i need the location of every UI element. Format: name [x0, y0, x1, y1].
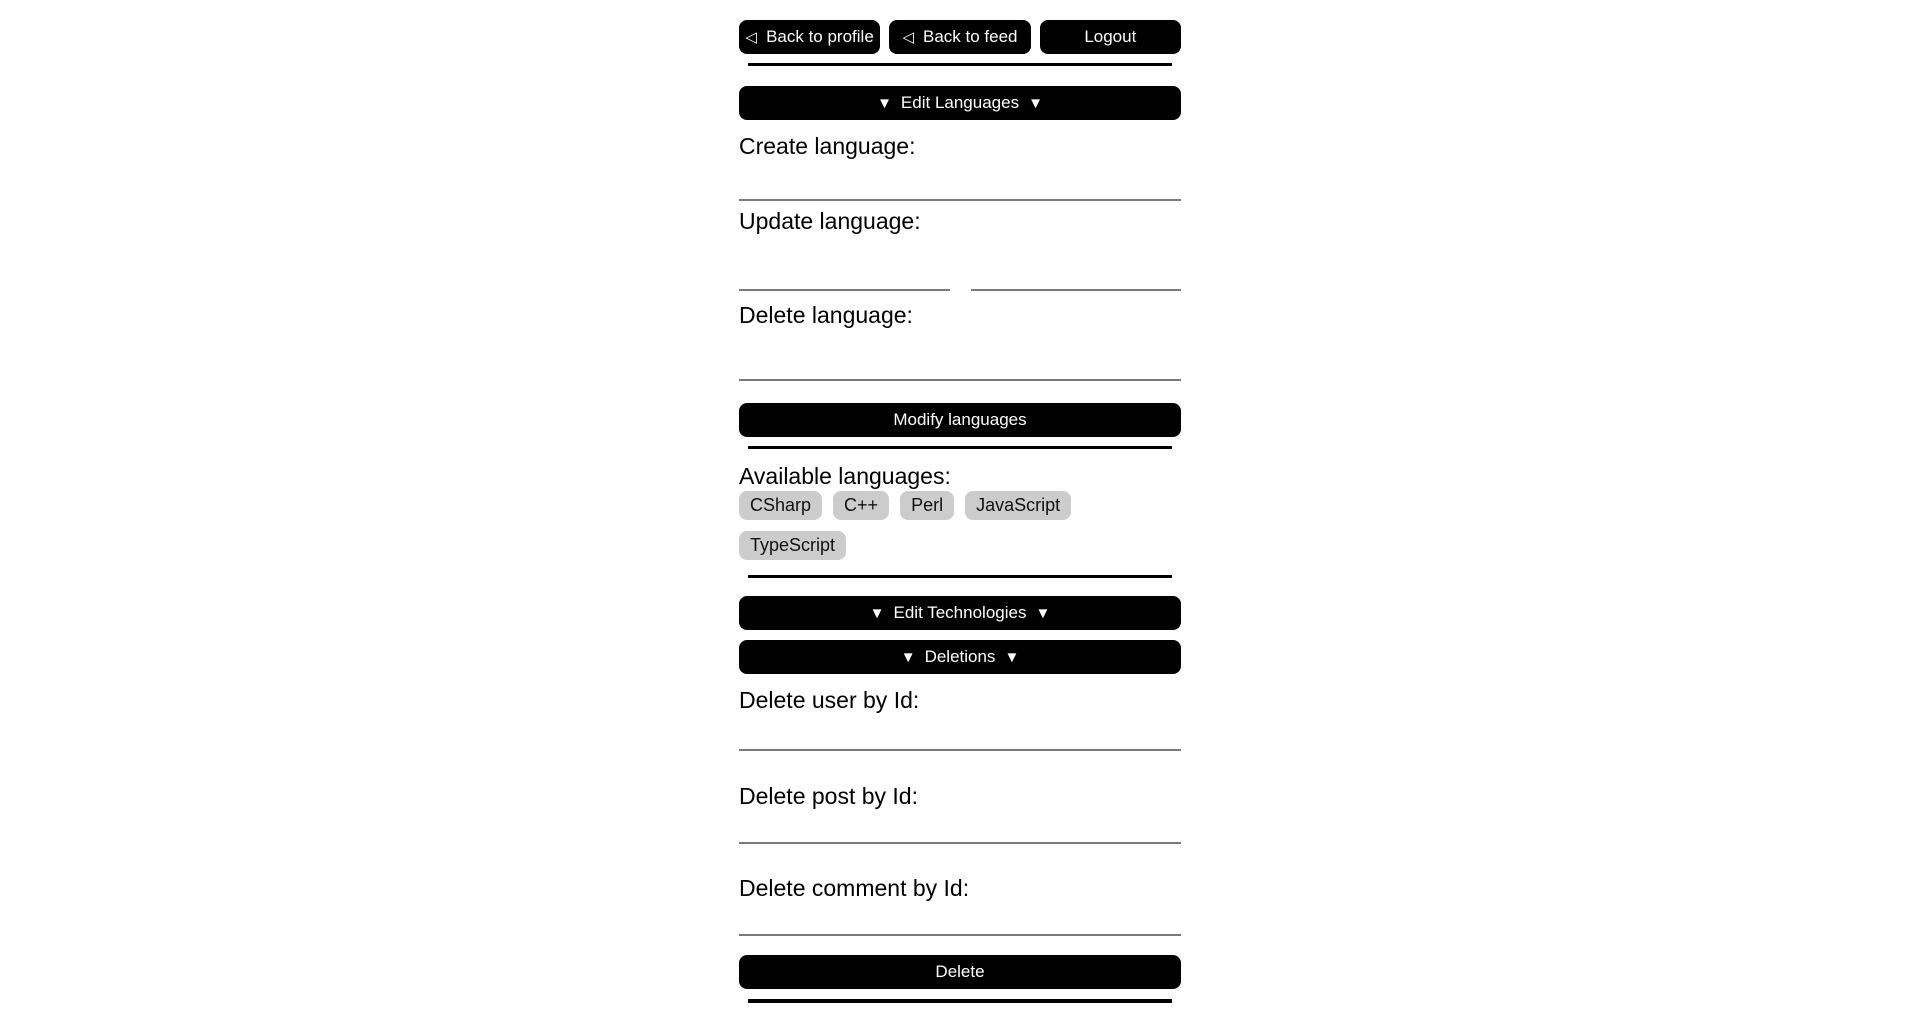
deletions-toggle[interactable] [739, 640, 1181, 674]
back-arrow-icon: ◁ [902, 28, 914, 46]
modify-languages-label: Modify languages [893, 410, 1027, 429]
section-divider [748, 575, 1172, 578]
update-language-row [739, 235, 1181, 291]
delete-comment-label: Delete comment by Id: [739, 875, 970, 901]
delete-comment-input[interactable] [739, 902, 1181, 936]
chevron-down-icon: ▼ [869, 604, 885, 622]
back-arrow-icon: ◁ [745, 28, 758, 46]
chevron-down-icon: ▼ [1004, 648, 1020, 666]
update-language-old-input[interactable] [739, 235, 950, 291]
update-language-label: Update language: [739, 208, 921, 234]
language-chip: TypeScript [739, 531, 846, 560]
create-language-label: Create language: [739, 133, 916, 159]
language-chip: CSharp [739, 491, 822, 520]
delete-language-input[interactable] [739, 329, 1181, 381]
top-button-row [739, 20, 1181, 54]
delete-language-label: Delete language: [739, 302, 913, 328]
admin-panel [739, 0, 1181, 1003]
section-divider [748, 446, 1172, 449]
delete-user-label: Delete user by Id: [739, 687, 920, 713]
delete-button-label: Delete [935, 962, 985, 981]
delete-user-input[interactable] [739, 714, 1181, 751]
section-divider [748, 999, 1172, 1003]
delete-post-input[interactable] [739, 810, 1181, 844]
edit-technologies-toggle[interactable] [739, 596, 1181, 630]
back-to-feed-label: Back to feed [923, 27, 1018, 46]
edit-languages-toggle-label: Edit Languages [900, 93, 1020, 112]
edit-technologies-toggle-label: Edit Technologies [893, 603, 1027, 622]
language-chip: JavaScript [965, 491, 1071, 520]
delete-button[interactable] [739, 955, 1181, 989]
deletions-toggle-label: Deletions [924, 647, 996, 666]
language-chip: C++ [833, 491, 889, 520]
language-chip: Perl [900, 491, 954, 520]
logout-label: Logout [1084, 27, 1137, 46]
back-to-profile-button[interactable] [739, 20, 880, 54]
back-to-profile-label: Back to profile [766, 27, 874, 46]
create-language-input[interactable] [739, 160, 1181, 201]
back-to-feed-button[interactable] [889, 20, 1030, 54]
chevron-down-icon: ▼ [900, 648, 916, 666]
modify-languages-button[interactable] [739, 403, 1181, 437]
chevron-down-icon: ▼ [1028, 94, 1043, 112]
edit-languages-toggle[interactable] [739, 86, 1181, 120]
available-languages-list [739, 491, 1181, 560]
chevron-down-icon: ▼ [1035, 604, 1051, 622]
chevron-down-icon: ▼ [877, 94, 892, 112]
logout-button[interactable] [1040, 20, 1181, 54]
delete-post-label: Delete post by Id: [739, 783, 918, 809]
available-languages-label: Available languages: [739, 463, 951, 489]
update-language-new-input[interactable] [971, 235, 1182, 291]
section-divider [748, 63, 1172, 66]
